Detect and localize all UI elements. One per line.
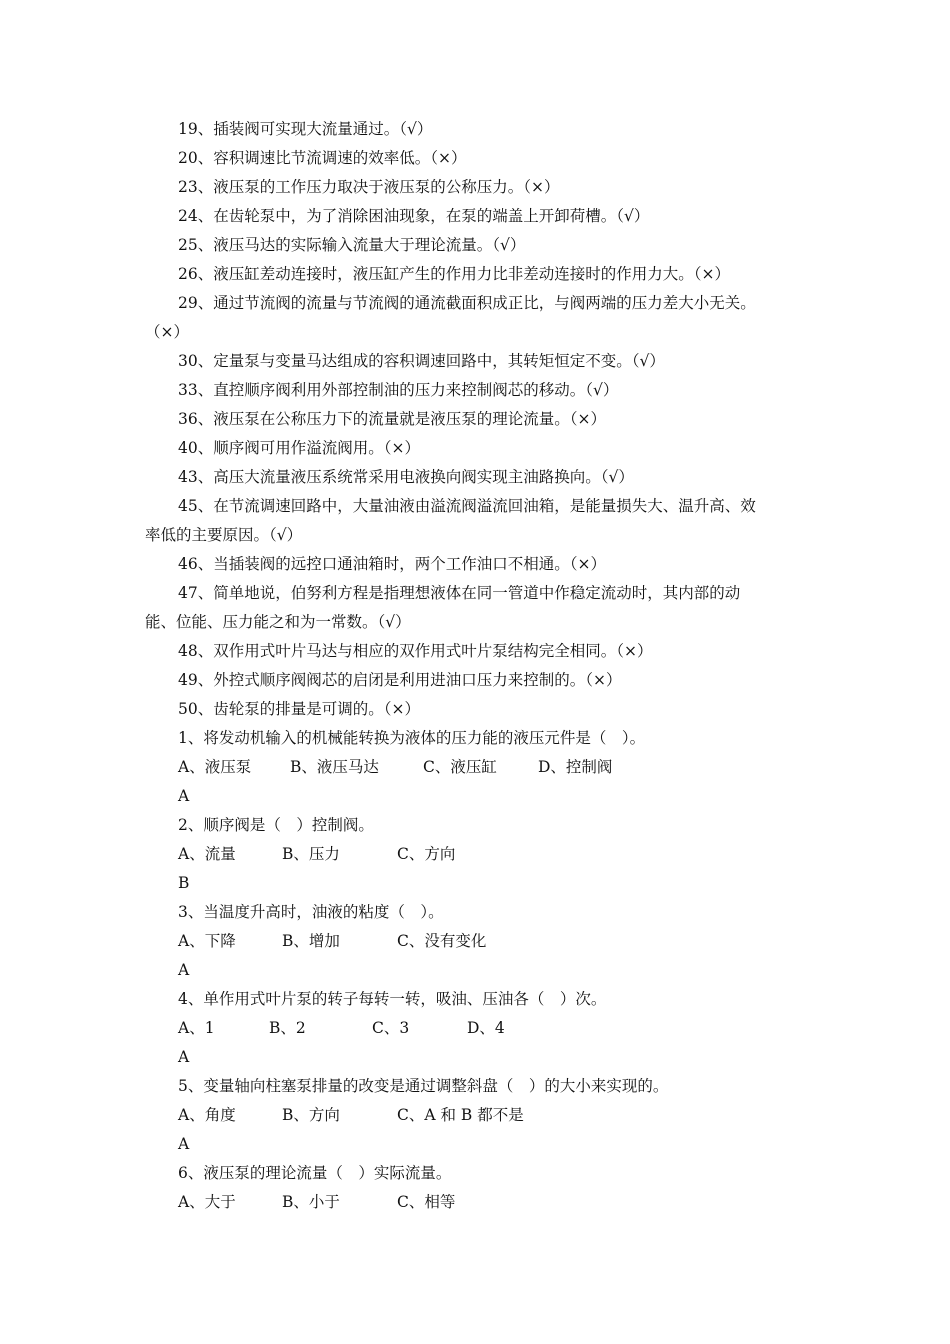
choice-option: C、3	[372, 1019, 410, 1037]
choice-option: C、没有变化	[397, 932, 487, 950]
choice-question: 5、变量轴向柱塞泵排量的改变是通过调整斜盘（ ）的大小来实现的。	[178, 1077, 669, 1095]
judgment-item: 23、液压泵的工作压力取决于液压泵的公称压力。（×）	[178, 178, 560, 196]
choice-options	[145, 1101, 815, 1130]
judgment-item: 33、直控顺序阀利用外部控制油的压力来控制阀芯的移动。（√）	[178, 381, 619, 399]
judgment-item: 49、外控式顺序阀阀芯的启闭是利用进油口压力来控制的。（×）	[178, 671, 622, 689]
choice-option: C、液压缸	[423, 758, 497, 776]
choice-answer: A	[178, 961, 190, 979]
choice-answer: A	[178, 1135, 190, 1153]
judgment-item: 24、在齿轮泵中，为了消除困油现象，在泵的端盖上开卸荷槽。（√）	[178, 207, 650, 225]
judgment-item: 30、定量泵与变量马达组成的容积调速回路中，其转矩恒定不变。（√）	[178, 352, 665, 370]
choice-options	[145, 1188, 815, 1217]
judgment-item: 19、插装阀可实现大流量通过。（√）	[178, 120, 433, 138]
judgment-item: 40、顺序阀可用作溢流阀用。（×）	[178, 439, 420, 457]
choice-option: B、增加	[282, 932, 340, 950]
judgment-item-continuation: 率低的主要原因。（√）	[145, 526, 303, 544]
choice-option: B、液压马达	[290, 758, 379, 776]
judgment-item: 46、当插装阀的远控口通油箱时，两个工作油口不相通。（×）	[178, 555, 606, 573]
judgment-item: 25、液压马达的实际输入流量大于理论流量。（√）	[178, 236, 526, 254]
choice-option: A、液压泵	[178, 758, 252, 776]
choice-option: A、大于	[178, 1193, 236, 1211]
judgment-item: 45、在节流调速回路中，大量油液由溢流阀溢流回油箱，是能量损失大、温升高、效	[178, 497, 756, 515]
choice-question: 3、当温度升高时，油液的粘度（ ）。	[178, 903, 444, 921]
judgment-item: 20、容积调速比节流调速的效率低。（×）	[178, 149, 467, 167]
choice-question: 4、单作用式叶片泵的转子每转一转，吸油、压油各（ ）次。	[178, 990, 607, 1008]
choice-option: D、控制阀	[538, 758, 613, 776]
choice-question: 1、将发动机输入的机械能转换为液体的压力能的液压元件是（ ）。	[178, 729, 646, 747]
choice-option: A、下降	[178, 932, 236, 950]
judgment-item: 36、液压泵在公称压力下的流量就是液压泵的理论流量。（×）	[178, 410, 606, 428]
choice-option: B、方向	[282, 1106, 340, 1124]
choice-answer: B	[178, 874, 190, 892]
choice-answer: A	[178, 787, 190, 805]
choice-option: C、相等	[397, 1193, 456, 1211]
choice-options	[145, 753, 815, 782]
choice-option: D、4	[467, 1019, 505, 1037]
choice-option: C、A 和 B 都不是	[397, 1106, 524, 1124]
judgment-item: 26、液压缸差动连接时，液压缸产生的作用力比非差动连接时的作用力大。（×）	[178, 265, 730, 283]
choice-question: 2、顺序阀是（ ）控制阀。	[178, 816, 374, 834]
judgment-item: 48、双作用式叶片马达与相应的双作用式叶片泵结构完全相同。（×）	[178, 642, 653, 660]
choice-option: B、压力	[282, 845, 340, 863]
choice-options	[145, 1014, 815, 1043]
choice-option: C、方向	[397, 845, 456, 863]
judgment-item: 43、高压大流量液压系统常采用电液换向阀实现主油路换向。（√）	[178, 468, 634, 486]
judgment-item-continuation: （×）	[145, 323, 189, 341]
choice-answer: A	[178, 1048, 190, 1066]
choice-options	[145, 840, 815, 869]
judgment-item: 29、通过节流阀的流量与节流阀的通流截面积成正比，与阀两端的压力差大小无关。	[178, 294, 756, 312]
choice-option: B、小于	[282, 1193, 340, 1211]
choice-option: A、流量	[178, 845, 236, 863]
choice-question: 6、液压泵的理论流量（ ）实际流量。	[178, 1164, 452, 1182]
choice-option: A、角度	[178, 1106, 236, 1124]
choice-option: A、1	[178, 1019, 215, 1037]
judgment-item-continuation: 能、位能、压力能之和为一常数。（√）	[145, 613, 411, 631]
judgment-item: 50、齿轮泵的排量是可调的。（×）	[178, 700, 420, 718]
choice-option: B、2	[269, 1019, 306, 1037]
choice-options	[145, 927, 815, 956]
judgment-item: 47、简单地说，伯努利方程是指理想液体在同一管道中作稳定流动时，其内部的动	[178, 584, 741, 602]
